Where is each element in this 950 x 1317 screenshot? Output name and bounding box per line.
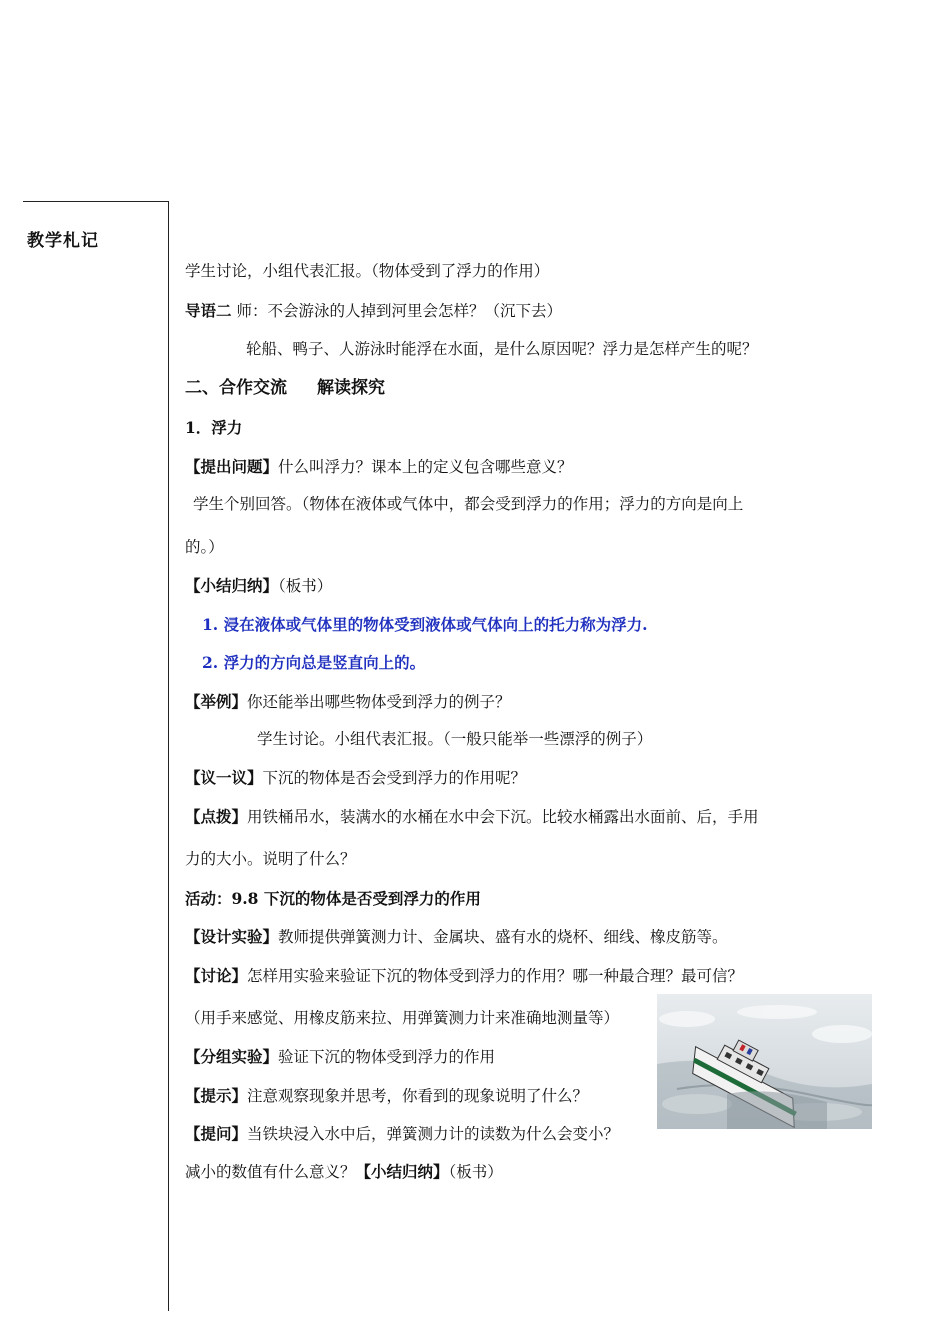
text-line: 【点拨】用铁桶吊水，装满水的水桶在水中会下沉。比较水桶露出水面前、后，手用 xyxy=(185,807,759,826)
text-line: 【提示】注意观察现象并思考，你看到的现象说明了什么？ xyxy=(185,1086,589,1105)
section-heading: 二、合作交流 解读探究 xyxy=(185,378,385,398)
subsection-heading: 1．浮力 xyxy=(185,418,243,437)
activity-heading: 活动：9.8 下沉的物体是否受到浮力的作用 xyxy=(185,889,481,908)
text-line: 学生个别回答。（物体在液体或气体中，都会受到浮力的作用；浮力的方向是向上 xyxy=(193,495,744,513)
text-line: 【讨论】怎样用实验来验证下沉的物体受到浮力的作用？哪一种最合理？最可信？ xyxy=(185,966,744,985)
text-line: 【提出问题】什么叫浮力？课本上的定义包含哪些意义？ xyxy=(185,457,573,476)
definition-line: 2. 浮力的方向总是竖直向上的。 xyxy=(202,653,426,672)
definition-line: 1. 浸在液体或气体里的物体受到液体或气体向上的托力称为浮力. xyxy=(202,615,648,634)
text-line: 【分组实验】验证下沉的物体受到浮力的作用 xyxy=(185,1047,496,1066)
text-line: 【小结归纳】（板书） xyxy=(185,576,333,595)
sinking-ship-illustration xyxy=(657,994,872,1129)
text-line: 【设计实验】教师提供弹簧测力计、金属块、盛有水的烧杯、细线、橡皮筋等。 xyxy=(185,927,728,946)
text-line: 减小的数值有什么意义？【小结归纳】（板书） xyxy=(185,1162,503,1181)
margin-top-rule xyxy=(23,201,169,202)
sinking-ship-photo xyxy=(657,994,872,1129)
margin-vertical-rule xyxy=(168,201,169,1311)
text-line: 【议一议】下沉的物体是否会受到浮力的作用呢？ xyxy=(185,768,527,787)
side-label: 教学札记 xyxy=(27,231,99,251)
text-line: 学生讨论，小组代表汇报。（物体受到了浮力的作用） xyxy=(185,262,550,280)
text-line: 【提问】当铁块浸入水中后，弹簧测力计的读数为什么会变小？ xyxy=(185,1124,620,1143)
text-line: 【举例】你还能举出哪些物体受到浮力的例子？ xyxy=(185,692,511,711)
text-line: 学生讨论。小组代表汇报。（一般只能举一些漂浮的例子） xyxy=(257,730,653,748)
text-line: 力的大小。说明了什么？ xyxy=(185,850,356,868)
text-line: （用手来感觉、用橡皮筋来拉、用弹簧测力计来准确地测量等） xyxy=(185,1009,620,1027)
text-line: 的。） xyxy=(185,538,224,556)
text-line: 轮船、鸭子、人游泳时能浮在水面，是什么原因呢？浮力是怎样产生的呢？ xyxy=(246,340,758,358)
text-line: 导语二 师：不会游泳的人掉到河里会怎样？（沉下去） xyxy=(185,301,562,320)
